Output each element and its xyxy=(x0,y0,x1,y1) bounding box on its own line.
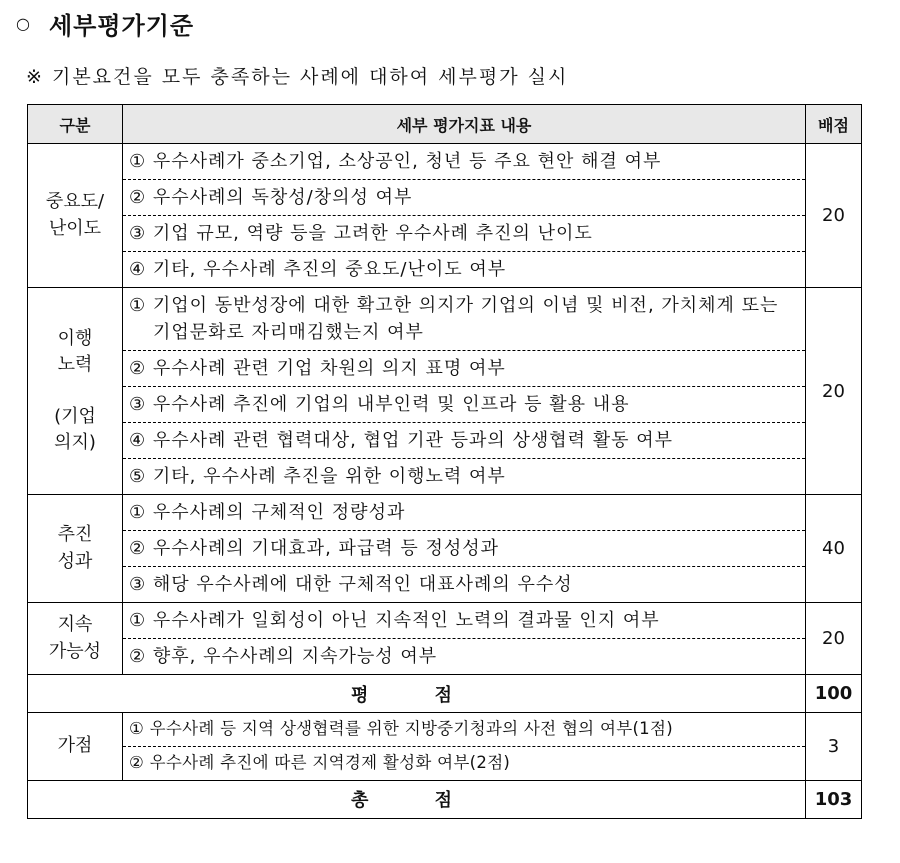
bonus-score: 3 xyxy=(806,713,862,781)
section-row-effort xyxy=(28,288,862,495)
criteria-item: ⑤ 기타, 우수사례 추진을 위한 이행노력 여부 xyxy=(129,466,506,487)
criteria-item: ③ 기업 규모, 역량 등을 고려한 우수사례 추진의 난이도 xyxy=(123,216,805,252)
section-category: 지속 가능성 xyxy=(28,603,123,675)
table-header-row xyxy=(28,105,862,144)
criteria-item: ② 향후, 우수사례의 지속가능성 여부 xyxy=(129,646,438,667)
criteria-item: ① 우수사례의 구체적인 정량성과 xyxy=(123,495,805,531)
criteria-item: ① 우수사례가 일회성이 아닌 지속적인 노력의 결과물 인지 여부 xyxy=(123,603,805,639)
total-score: 103 xyxy=(806,780,862,818)
section-score: 20 xyxy=(806,144,862,288)
criteria-item: ② 우수사례 관련 기업 차원의 의지 표명 여부 xyxy=(123,351,805,387)
section-row-results xyxy=(28,495,862,603)
header-category: 구분 xyxy=(28,105,123,144)
section-title xyxy=(16,6,194,41)
criteria-item: ④ 기타, 우수사례 추진의 중요도/난이도 여부 xyxy=(129,259,507,280)
criteria-item: ② 우수사례의 기대효과, 파급력 등 정성성과 xyxy=(123,531,805,567)
section-items xyxy=(123,495,806,603)
subtotal-score: 100 xyxy=(806,675,862,713)
section-score: 20 xyxy=(806,603,862,675)
criteria-item: ① 기업이 동반성장에 대한 확고한 의지가 기업의 이념 및 비전, 가치체계 또는 기업문화로 자리매김했는지 여부 xyxy=(123,288,805,351)
section-score: 20 xyxy=(806,288,862,495)
header-score: 배점 xyxy=(806,105,862,144)
bonus-item: ① 우수사례 등 지역 상생협력를 위한 지방중기청과의 사전 협의 여부(1점) xyxy=(123,713,805,747)
bonus-item: ② 우수사례 추진에 따른 지역경제 활성화 여부(2점) xyxy=(129,752,511,772)
criteria-item: ③ 우수사례 추진에 기업의 내부인력 및 인프라 등 활용 내용 xyxy=(123,387,805,423)
section-row-sustainability xyxy=(28,603,862,675)
criteria-item: ④ 우수사례 관련 협력대상, 협업 기관 등과의 상생협력 활동 여부 xyxy=(123,423,805,459)
section-category: 이행 노력 (기업 의지) xyxy=(28,288,123,495)
header-content: 세부 평가지표 내용 xyxy=(123,105,806,144)
criteria-item: ③ 해당 우수사례에 대한 구체적인 대표사례의 우수성 xyxy=(129,574,573,595)
section-category: 중요도/ 난이도 xyxy=(28,144,123,288)
section-score: 40 xyxy=(806,495,862,603)
bonus-items xyxy=(123,713,806,781)
section-row-importance xyxy=(28,144,862,288)
section-items xyxy=(123,603,806,675)
subtotal-label: 평 점 xyxy=(28,675,806,713)
total-row xyxy=(28,780,862,818)
bonus-category: 가점 xyxy=(28,713,123,781)
evaluation-criteria-table xyxy=(27,104,862,819)
total-label: 총 점 xyxy=(28,780,806,818)
circle-bullet-icon: ○ xyxy=(16,14,31,33)
section-category: 추진 성과 xyxy=(28,495,123,603)
subtotal-row xyxy=(28,675,862,713)
section-items xyxy=(123,144,806,288)
criteria-item: ① 우수사례가 중소기업, 소상공인, 청년 등 주요 현안 해결 여부 xyxy=(123,144,805,180)
criteria-item: ② 우수사례의 독창성/창의성 여부 xyxy=(123,180,805,216)
section-items xyxy=(123,288,806,495)
section-title-text: 세부평가기준 xyxy=(48,11,195,40)
evaluation-note: ※ 기본요건을 모두 충족하는 사례에 대하여 세부평가 실시 xyxy=(26,66,569,88)
bonus-row xyxy=(28,713,862,781)
